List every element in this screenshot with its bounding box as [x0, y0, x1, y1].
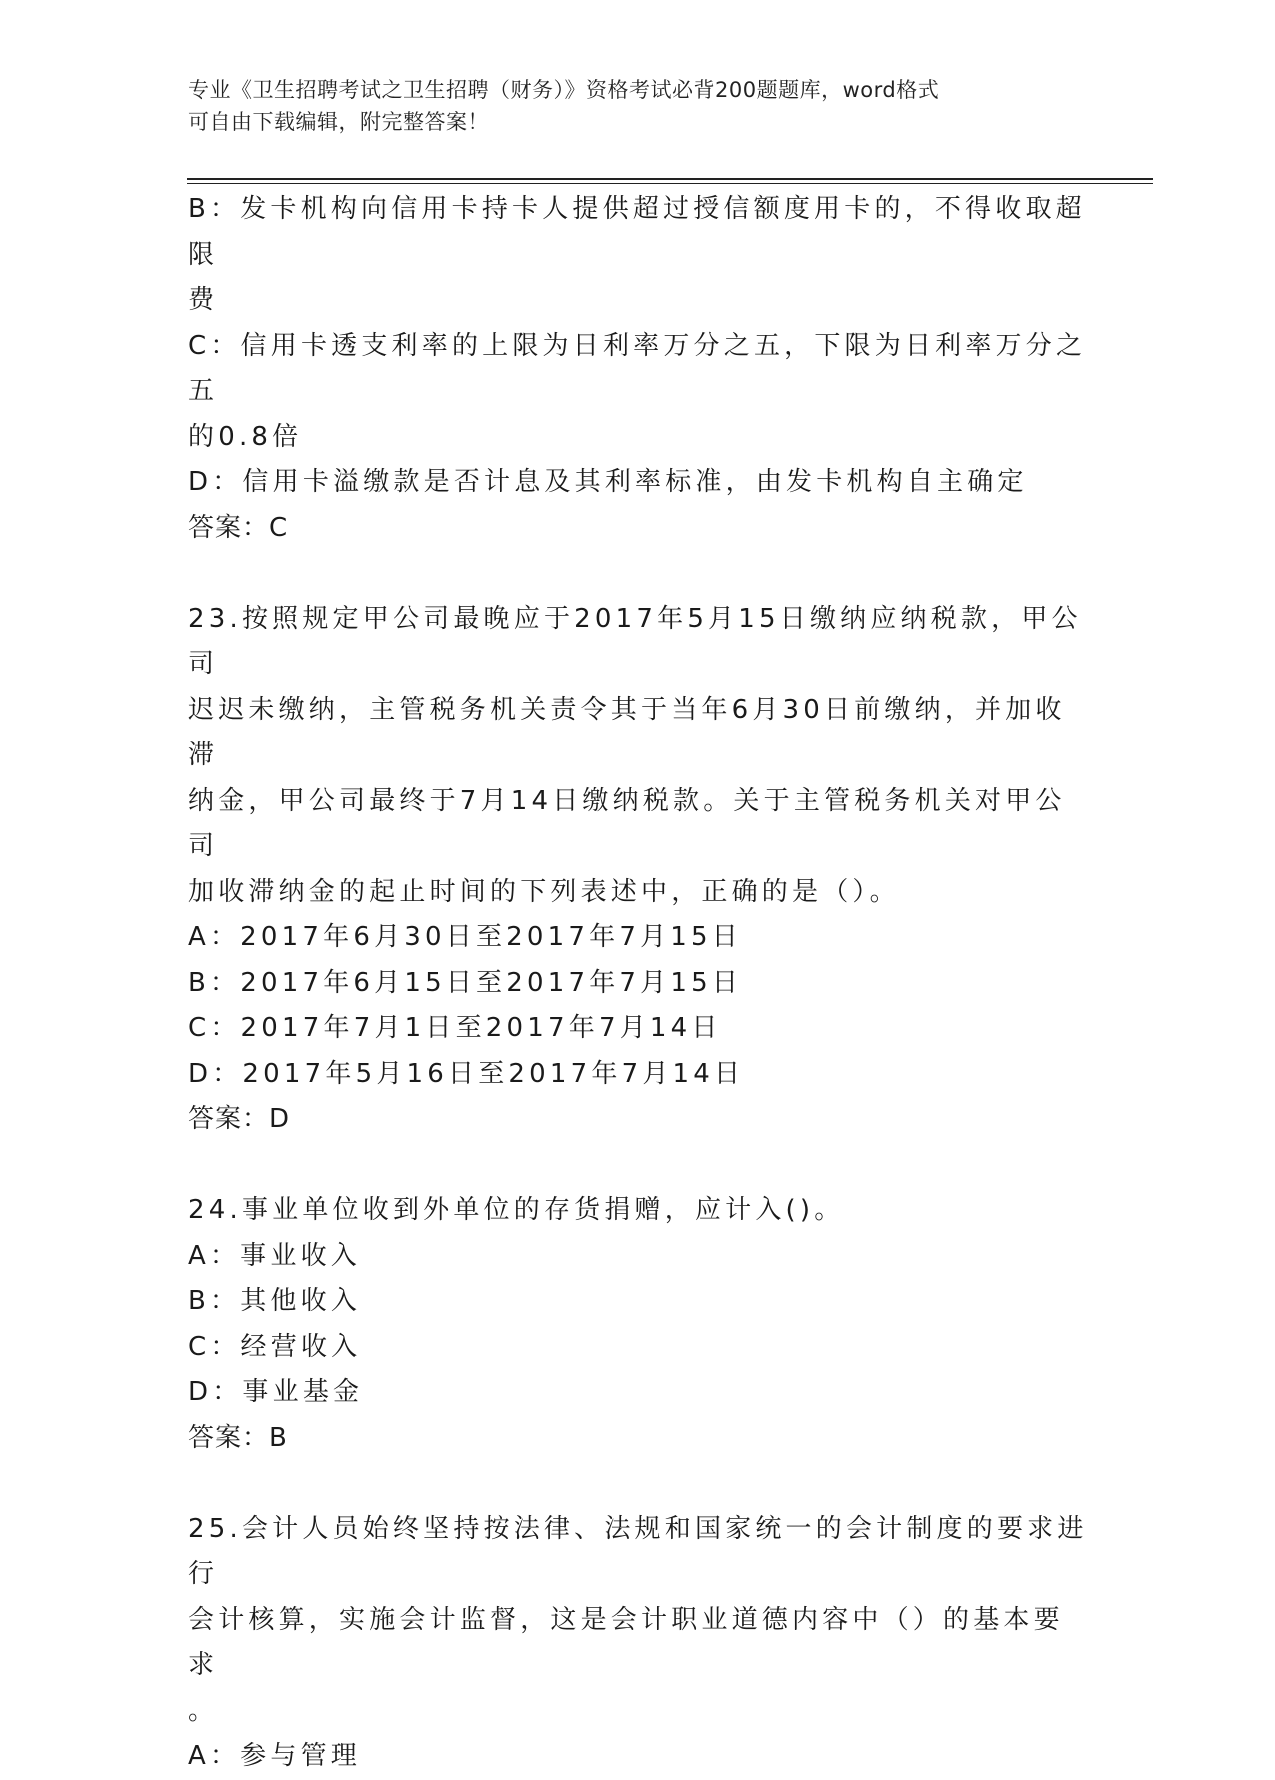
question-23 [188, 597, 1088, 1143]
question-stem: 24.事业单位收到外单位的存货捐赠，应计入()。 [188, 1195, 845, 1225]
answer: 答案：C [188, 512, 289, 543]
document-body [188, 187, 1088, 1780]
question-24 [188, 1188, 1088, 1461]
option-b-line-2: 费 [188, 285, 219, 315]
question-stem-line-2: 会计核算，实施会计监督，这是会计职业道德内容中（）的基本要求 [188, 1604, 1064, 1680]
question-stem-line-1: 23.按照规定甲公司最晚应于2017年5月15日缴纳应纳税款，甲公司 [188, 603, 1082, 679]
question-stem-line-2: 迟迟未缴纳，主管税务机关责令其于当年6月30日前缴纳，并加收滞 [188, 694, 1066, 770]
option-b-line-1: B：发卡机构向信用卡持卡人提供超过授信额度用卡的，不得收取超限 [188, 194, 1086, 270]
option-b: B：2017年6月15日至2017年7月15日 [188, 967, 743, 998]
spacer [188, 551, 1088, 597]
option-d: D：2017年5月16日至2017年7月14日 [188, 1058, 745, 1089]
header-line-2: 可自由下载编辑，附完整答案！ [188, 110, 489, 134]
option-c: C：经营收入 [188, 1331, 362, 1362]
header-divider-thick [187, 178, 1153, 180]
answer: 答案：D [188, 1104, 291, 1134]
option-b: B：其他收入 [188, 1286, 362, 1316]
question-stem-line-3: 纳金，甲公司最终于7月14日缴纳税款。关于主管税务机关对甲公司 [188, 785, 1066, 861]
question-22-tail [188, 187, 1088, 551]
spacer [188, 1461, 1088, 1507]
option-d: D：事业基金 [188, 1377, 364, 1407]
question-stem-line-4: 加收滞纳金的起止时间的下列表述中，正确的是（）。 [188, 876, 900, 907]
answer: 答案：B [188, 1422, 288, 1453]
question-25 [188, 1507, 1088, 1780]
option-a: A：参与管理 [188, 1741, 361, 1771]
question-stem-line-1: 25.会计人员始终坚持按法律、法规和国家统一的会计制度的要求进行 [188, 1513, 1088, 1589]
document-header [188, 74, 1068, 138]
option-c: C：2017年7月1日至2017年7月14日 [188, 1013, 722, 1043]
header-divider-thin [187, 183, 1153, 184]
header-line-1: 专业《卫生招聘考试之卫生招聘（财务）》资格考试必背200题题库，word格式 [188, 78, 940, 102]
spacer [188, 1143, 1088, 1189]
option-d: D：信用卡溢缴款是否计息及其利率标准，由发卡机构自主确定 [188, 467, 1028, 497]
option-c-line-1: C：信用卡透支利率的上限为日利率万分之五，下限为日利率万分之五 [188, 330, 1087, 406]
option-a: A：2017年6月30日至2017年7月15日 [188, 922, 742, 952]
question-stem-line-3: 。 [188, 1695, 219, 1726]
option-c-line-2: 的0.8倍 [188, 421, 303, 452]
option-a: A：事业收入 [188, 1240, 361, 1271]
